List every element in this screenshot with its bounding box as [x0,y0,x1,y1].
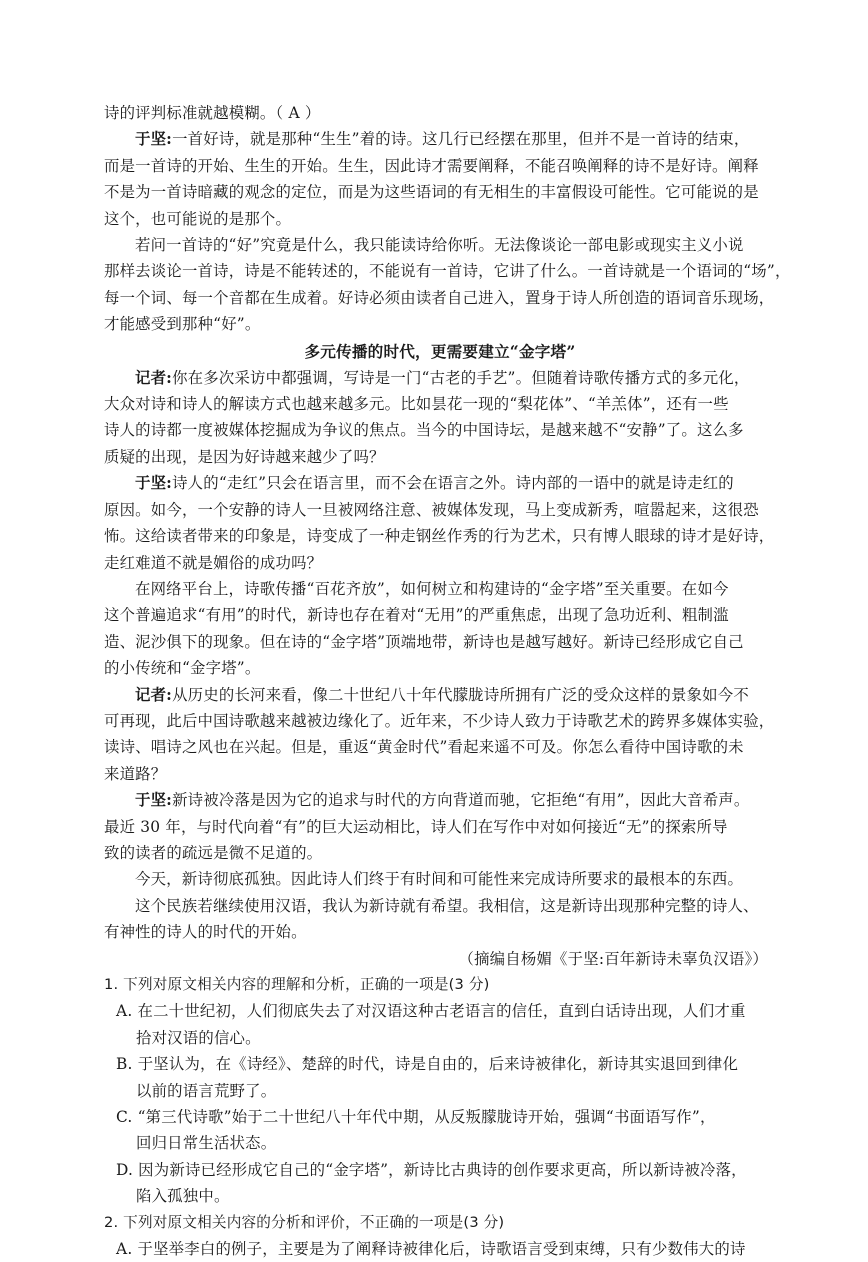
paragraph-line [104,470,768,496]
text-line: 新诗被冷落是因为它的追求与时代的方向背道而驰，它拒绝“有用”，因此大音希声。 [172,791,750,810]
text-line: 诗人的“走红”只会在语言里，而不会在语言之外。诗内部的一语中的就是诗走红的 [172,474,734,493]
text-line: 质疑的出现，是因为好诗越来越少了吗？ [104,447,385,466]
text-line: 可再现，此后中国诗歌越来越被边缘化了。近年来，不少诗人致力于诗歌艺术的跨界多媒体实验， [104,711,775,730]
speaker-label: 于坚: [135,130,173,149]
speaker-label: 于坚: [135,474,173,493]
text-line: 有神性的诗人的时代的开始。 [104,923,307,942]
text-line: 致的读者的疏远是微不足道的。 [104,843,323,862]
paragraph-line [104,787,768,813]
option-continuation: 回归日常生活状态。 [136,1134,277,1153]
text-line: 最近 30 年，与时代向着“有”的巨大运动相比，诗人们在写作中对如何接近“无”的探索所导 [104,817,728,836]
text-line: 每一个词、每一个音都在生成着。好诗必须由读者自己进入，置身于诗人所创造的语词音乐现场， [104,288,775,307]
speaker-label: 记者: [135,685,173,704]
text-line: 造、泥沙俱下的现象。但在诗的“金字塔”顶端地带，新诗也是越写越好。新诗已经形成它自己 [104,632,744,651]
text-line: 而是一首诗的开始、生生的开始。生生，因此诗才需要阐释，不能召唤阐释的诗不是好诗。阐释 [104,156,759,175]
text-line: 这个民族若继续使用汉语，我认为新诗就有希望。我相信，这是新诗出现那种完整的诗人、 [135,896,759,915]
text-line: 诗人的诗都一度被媒体挖掘成为争议的焦点。当今的中国诗坛，是越来越不“安静”了。这么多 [104,421,744,440]
section-heading: 多元传播的时代，更需要建立“金字塔” [304,341,576,361]
text-line: 来道路？ [104,764,167,783]
option-a: A. 于坚举李白的例子，主要是为了阐释诗被律化后，诗歌语言受到束缚，只有少数伟大的诗 [116,1240,746,1259]
speaker-label: 于坚: [135,791,173,810]
text-line: 走红难道不就是媚俗的成功吗？ [104,553,323,572]
document-page [104,100,791,1262]
text-line: 今天，新诗彻底孤独。因此诗人们终于有时间和可能性来完成诗所要求的最根本的东西。 [135,870,744,889]
option-continuation: 陷入孤独中。 [136,1187,230,1206]
source-citation: （摘编自杨媚《于坚:百年新诗未辜负汉语》） [458,949,768,968]
text-line: 在网络平台上，诗歌传播“百花齐放”，如何树立和构建诗的“金字塔”至关重要。在如今 [135,579,729,598]
option-continuation: 以前的语言荒野了。 [136,1081,277,1100]
option-continuation: 拾对汉语的信心。 [136,1028,261,1047]
option-b: B. 于坚认为，在《诗经》、楚辞的时代，诗是自由的，后来诗被律化，新诗其实退回到律化 [116,1055,739,1074]
text-line: 读诗、唱诗之风也在兴起。但是，重返“黄金时代”看起来遥不可及。你怎么看待中国诗歌的未 [104,738,744,757]
paragraph-line [104,126,768,152]
paragraph-line [104,682,768,708]
question-stem: 1. 下列对原文相关内容的理解和分析，正确的一项是(3 分) [104,976,490,993]
text-line: 才能感受到那种“好”。 [104,315,261,334]
text-line: 原因。如今，一个安静的诗人一旦被网络注意、被媒体发现，马上变成新秀，喧嚣起来，这很恐 [104,500,759,519]
text-line: 若问一首诗的“好”究竟是什么，我只能读诗给你听。无法像谈论一部电影或现实主义小说 [135,236,744,255]
speaker-label: 记者: [135,368,173,387]
text-line: 诗的评判标准就越模糊。（ A ） [104,104,321,122]
option-d: D. 因为新诗已经形成它自己的“金字塔”，新诗比古典诗的创作要求更高，所以新诗被冷落， [116,1160,747,1179]
text-line: 这个普遍追求“有用”的时代，新诗也存在着对“无用”的严重焦虑，出现了急功近利、粗制滥 [104,606,729,625]
option-a: A. 在二十世纪初，人们彻底失去了对汉语这种古老语言的信任，直到白话诗出现，人们才重 [116,1002,746,1021]
text-line: 这个，也可能说的是那个。 [104,209,292,228]
paragraph-line [104,365,768,391]
text-line: 不是为一首诗暗藏的观念的定位，而是为这些语词的有无相生的丰富假设可能性。它可能说的是 [104,183,759,202]
text-line: 你在多次采访中都强调，写诗是一门“古老的手艺”。但随着诗歌传播方式的多元化， [172,368,750,387]
text-line: 的小传统和“金字塔”。 [104,659,261,678]
text-line: 一首好诗，就是那种“生生”着的诗。这几行已经摆在那里，但并不是一首诗的结束， [172,130,750,149]
text-line: 从历史的长河来看，像二十世纪八十年代朦胧诗所拥有广泛的受众这样的景象如今不 [172,685,749,704]
option-c: C. “第三代诗歌”始于二十世纪八十年代中期，从反叛朦胧诗开始，强调“书面语写作”， [116,1108,716,1127]
question-stem: 2. 下列对原文相关内容的分析和评价，不正确的一项是(3 分) [104,1213,505,1231]
text-line: 怖。这给读者带来的印象是，诗变成了一种走钢丝作秀的行为艺术，只有博人眼球的诗才是好诗， [104,527,775,546]
text-line: 大众对诗和诗人的解读方式也越来越多元。比如昙花一现的“梨花体”、“羊羔体”，还有一些 [104,395,729,414]
text-line: 那样去谈论一首诗，诗是不能转述的，不能说有一首诗，它讲了什么。一首诗就是一个语词的“场”， [104,262,791,281]
